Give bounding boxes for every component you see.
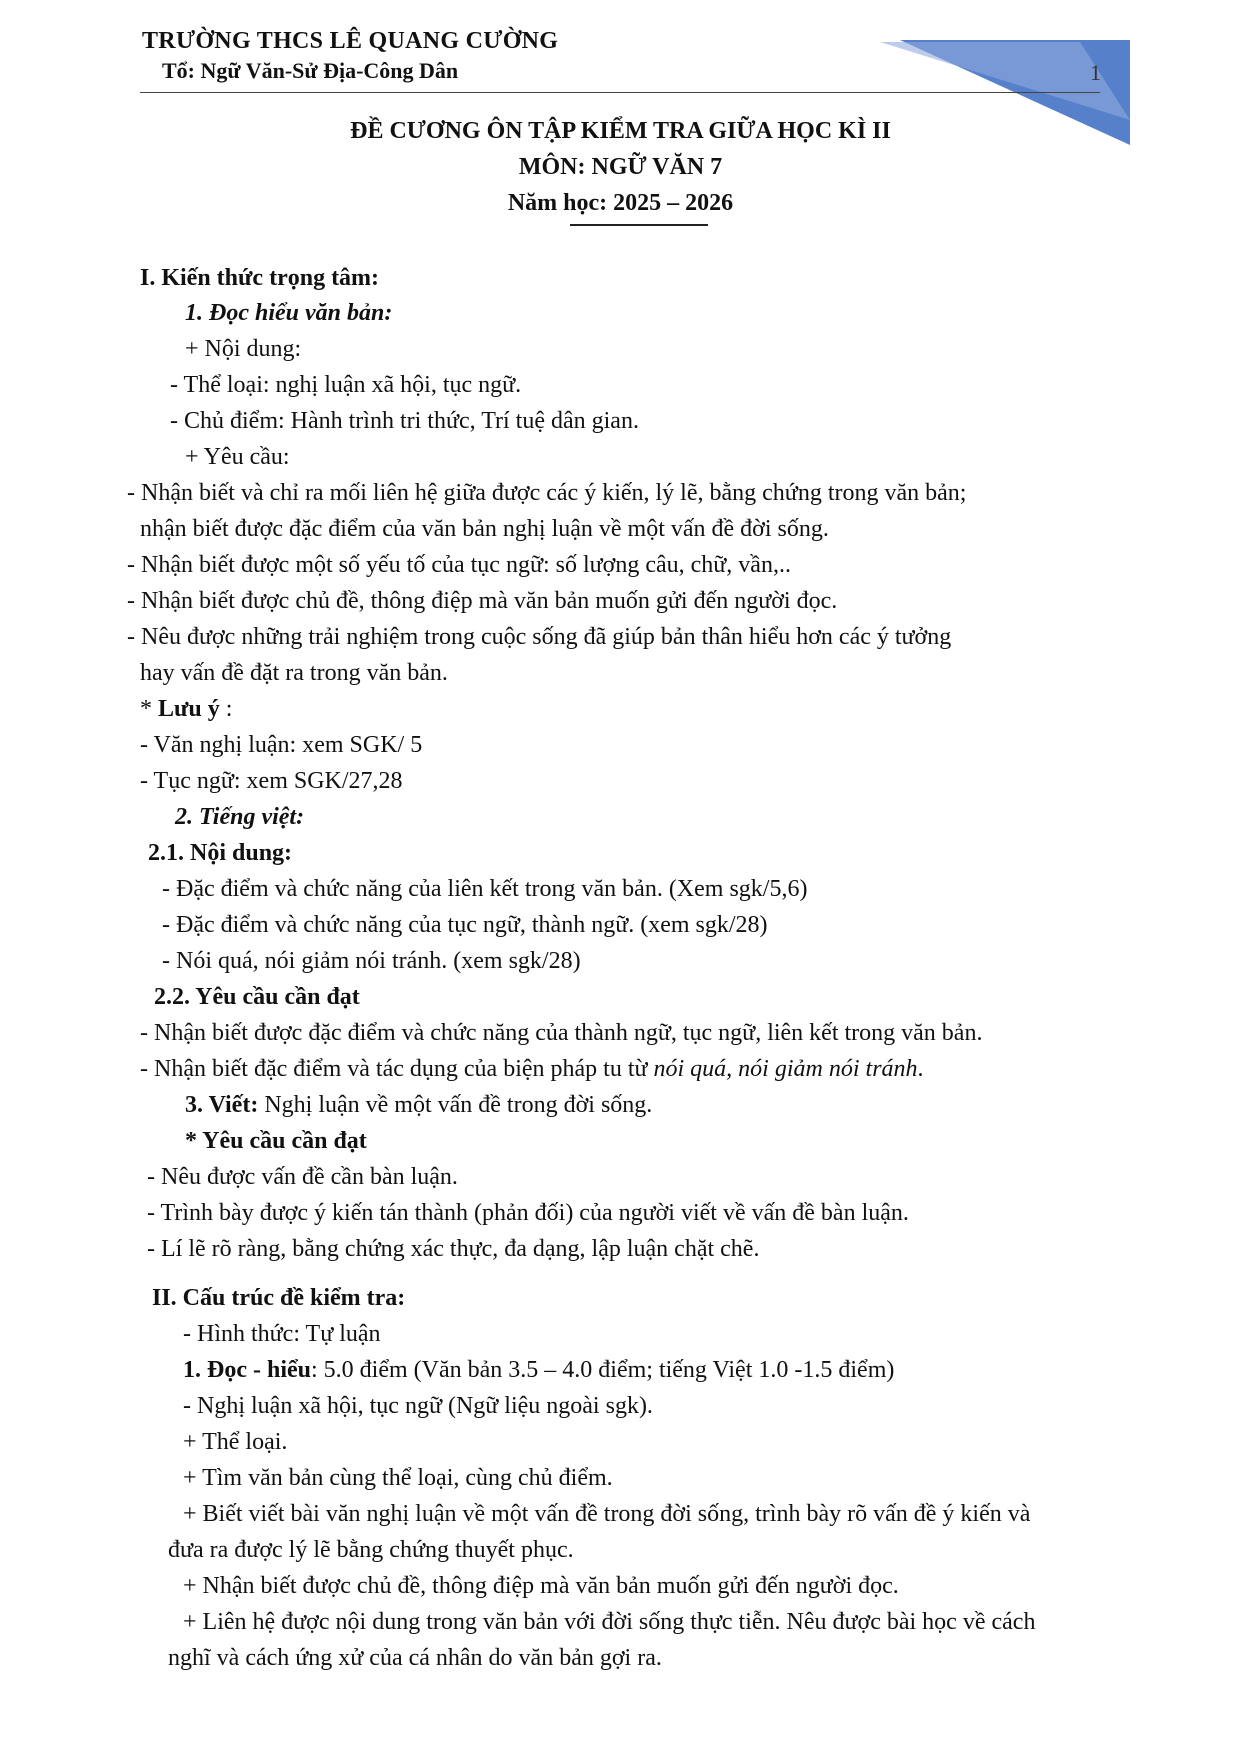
title-underline — [570, 224, 708, 226]
vietnamese-requirement-2-text: - Nhận biết đặc điểm và tác dụng của biện pháp tu từ — [140, 1056, 654, 1082]
requirements-label: + Yêu cầu: — [185, 444, 290, 470]
note-label: Lưu ý — [158, 696, 220, 722]
vietnamese-requirement-1: - Nhận biết được đặc điểm và chức năng của thành ngữ, tục ngữ, liên kết trong văn bản. — [140, 1020, 983, 1046]
requirement-1b: nhận biết được đặc điểm của văn bản nghị luận về một vấn đề đời sống. — [140, 516, 829, 542]
writing-requirement-2: - Trình bày được ý kiến tán thành (phản đối) của người viết về vấn đề bàn luận. — [147, 1200, 909, 1226]
part-1-item-3: + Tìm văn bản cùng thể loại, cùng chủ điểm. — [183, 1465, 613, 1491]
part-1-item-1: - Nghị luận xã hội, tục ngữ (Ngữ liệu ngoài sgk). — [183, 1393, 653, 1419]
part-1-label: 1. Đọc - hiểu — [183, 1357, 311, 1383]
part-1-item-4b: đưa ra được lý lẽ bằng chứng thuyết phục. — [168, 1537, 574, 1563]
subsection-writing-label: 3. Viết: — [185, 1092, 259, 1118]
exam-form: - Hình thức: Tự luận — [183, 1321, 381, 1347]
requirement-3: - Nhận biết được chủ đề, thông điệp mà văn bản muốn gửi đến người đọc. — [127, 588, 838, 614]
part-1-item-6a: + Liên hệ được nội dung trong văn bản với đời sống thực tiễn. Nêu được bài học về cách — [183, 1609, 1036, 1635]
document-title: ĐỀ CƯƠNG ÔN TẬP KIỂM TRA GIỮA HỌC KÌ II — [350, 118, 891, 144]
writing-requirements-heading: * Yêu cầu cần đạt — [185, 1128, 367, 1154]
note-1: - Văn nghị luận: xem SGK/ 5 — [140, 732, 423, 758]
note-star: * — [140, 696, 158, 722]
vietnamese-requirement-2-end: . — [917, 1056, 924, 1082]
genre-line: - Thể loại: nghị luận xã hội, tục ngữ. — [170, 372, 522, 398]
header-divider — [140, 92, 1100, 93]
section-2-heading: II. Cấu trúc đề kiểm tra: — [152, 1285, 406, 1311]
requirement-2: - Nhận biết được một số yếu tố của tục ngữ: số lượng câu, chữ, vần,.. — [127, 552, 791, 578]
note-heading — [140, 694, 232, 724]
vietnamese-item-2: - Đặc điểm và chức năng của tục ngữ, thành ngữ. (xem sgk/28) — [162, 912, 768, 938]
subsection-2-2-heading: 2.2. Yêu cầu cần đạt — [154, 984, 360, 1010]
note-colon: : — [219, 696, 233, 722]
vietnamese-requirement-2-italic: nói quá, nói giảm nói tránh — [653, 1056, 918, 1082]
note-2: - Tục ngữ: xem SGK/27,28 — [140, 768, 403, 794]
part-1-item-6b: nghĩ và cách ứng xử của cá nhân do văn bản gợi ra. — [168, 1645, 662, 1671]
requirement-4b: hay vấn đề đặt ra trong văn bản. — [140, 660, 448, 686]
subsection-reading-heading: 1. Đọc hiểu văn bản: — [185, 300, 393, 326]
requirement-4a: - Nêu được những trải nghiệm trong cuộc sống đã giúp bản thân hiểu hơn các ý tưởng — [127, 624, 952, 650]
school-year: Năm học: 2025 – 2026 — [507, 190, 734, 216]
school-name: TRƯỜNG THCS LÊ QUANG CƯỜNG — [142, 28, 559, 54]
subsection-2-1-heading: 2.1. Nội dung: — [148, 840, 293, 866]
page-number: 1 — [1090, 60, 1101, 85]
part-1-text: : 5.0 điểm (Văn bản 3.5 – 4.0 điểm; tiếng Việt 1.0 -1.5 điểm) — [311, 1357, 895, 1383]
subsection-writing-text: Nghị luận về một vấn đề trong đời sống. — [258, 1092, 653, 1118]
requirement-1a: - Nhận biết và chỉ ra mối liên hệ giữa được các ý kiến, lý lẽ, bằng chứng trong văn bản; — [127, 480, 967, 506]
theme-line: - Chủ điểm: Hành trình tri thức, Trí tuệ dân gian. — [170, 408, 639, 434]
part-1-item-2: + Thể loại. — [183, 1429, 288, 1455]
part-1-item-5: + Nhận biết được chủ đề, thông điệp mà văn bản muốn gửi đến người đọc. — [183, 1573, 899, 1599]
vietnamese-item-3: - Nói quá, nói giảm nói tránh. (xem sgk/28) — [162, 948, 581, 974]
vietnamese-requirement-2 — [140, 1054, 924, 1084]
section-1-heading: I. Kiến thức trọng tâm: — [140, 265, 380, 291]
vietnamese-item-1: - Đặc điểm và chức năng của liên kết trong văn bản. (Xem sgk/5,6) — [162, 876, 808, 902]
subsection-vietnamese-heading: 2. Tiếng việt: — [175, 804, 305, 830]
part-1-reading — [183, 1355, 894, 1385]
writing-requirement-3: - Lí lẽ rõ ràng, bằng chứng xác thực, đa dạng, lập luận chặt chẽ. — [147, 1236, 760, 1262]
subject-title: MÔN: NGỮ VĂN 7 — [518, 154, 723, 180]
content-label: + Nội dung: — [185, 336, 302, 362]
writing-requirement-1: - Nêu được vấn đề cần bàn luận. — [147, 1164, 458, 1190]
part-1-item-4a: + Biết viết bài văn nghị luận về một vấn đề trong đời sống, trình bày rõ vấn đề ý kiến và — [183, 1501, 1031, 1527]
department-name: Tổ: Ngữ Văn-Sử Địa-Công Dân — [162, 58, 459, 83]
subsection-writing — [185, 1090, 652, 1120]
